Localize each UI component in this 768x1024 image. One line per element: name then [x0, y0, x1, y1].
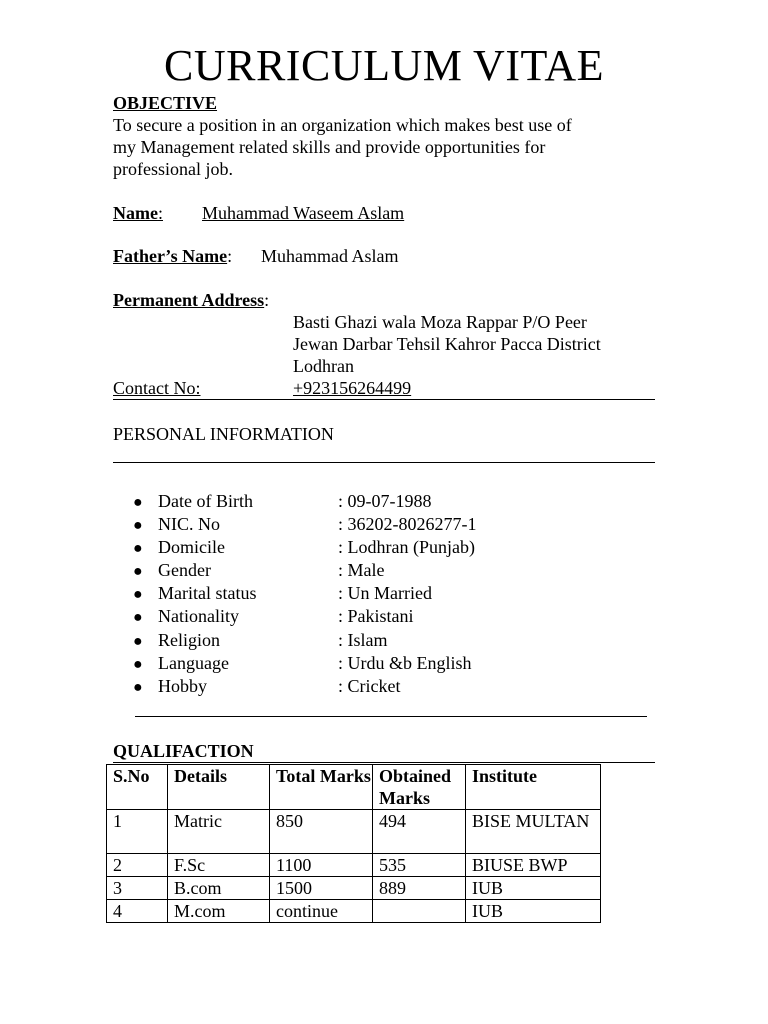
qualification-heading: QUALIFACTION	[113, 741, 254, 761]
father-name-colon: :	[227, 246, 233, 266]
column-header-obtained-marks: Obtained Marks	[373, 765, 466, 810]
divider	[113, 762, 655, 763]
personal-info-item	[133, 559, 143, 583]
table-cell: Matric	[168, 810, 270, 854]
personal-info-item	[133, 675, 143, 699]
address-line: Basti Ghazi wala Moza Rappar P/O Peer	[293, 312, 587, 332]
bullet-icon: ●	[133, 656, 143, 673]
marital-status-label: Marital status	[158, 583, 257, 603]
table-cell: M.com	[168, 900, 270, 923]
domicile-label: Domicile	[158, 537, 225, 557]
bullet-icon: ●	[133, 563, 143, 580]
table-cell: BIUSE BWP	[466, 854, 601, 877]
personal-info-heading: PERSONAL INFORMATION	[113, 424, 334, 444]
qualification-table	[106, 764, 601, 923]
address-colon: :	[264, 290, 270, 310]
bullet-icon: ●	[133, 494, 143, 511]
table-cell: 535	[373, 854, 466, 877]
bullet-icon: ●	[133, 633, 143, 650]
contact-value: +923156264499	[293, 378, 412, 398]
table-cell: continue	[270, 900, 373, 923]
personal-info-item	[133, 490, 143, 514]
table-cell: 3	[107, 877, 168, 900]
table-cell: IUB	[466, 900, 601, 923]
language-value: : Urdu &b English	[338, 653, 472, 673]
personal-info-item	[133, 629, 143, 653]
marital-status-value: : Un Married	[338, 583, 432, 603]
address-line: Lodhran	[293, 356, 354, 376]
gender-label: Gender	[158, 560, 211, 580]
table-row	[107, 810, 601, 854]
dob-value: : 09-07-1988	[338, 491, 432, 511]
personal-info-item	[133, 536, 143, 560]
divider	[113, 399, 655, 400]
objective-heading: OBJECTIVE	[113, 93, 218, 113]
table-cell: F.Sc	[168, 854, 270, 877]
personal-info-item	[133, 513, 143, 537]
column-header-total-marks: Total Marks	[270, 765, 373, 810]
nic-value: : 36202-8026277-1	[338, 514, 477, 534]
table-cell: 1100	[270, 854, 373, 877]
language-label: Language	[158, 653, 229, 673]
address-row	[113, 289, 269, 311]
address-line: Jewan Darbar Tehsil Kahror Pacca District	[293, 334, 601, 354]
table-cell: 850	[270, 810, 373, 854]
table-cell	[373, 900, 466, 923]
divider	[135, 716, 647, 717]
objective-line: professional job.	[113, 159, 233, 179]
table-cell: BISE MULTAN	[466, 810, 601, 854]
table-cell: 2	[107, 854, 168, 877]
table-row	[107, 877, 601, 900]
father-name-row	[113, 245, 232, 267]
table-header-row	[107, 765, 601, 810]
divider	[113, 462, 655, 463]
bullet-icon: ●	[133, 517, 143, 534]
father-name-value: Muhammad Aslam	[261, 246, 399, 266]
name-label: Name	[113, 203, 158, 223]
table-cell: 1	[107, 810, 168, 854]
father-name-label: Father’s Name	[113, 246, 228, 266]
table-cell: B.com	[168, 877, 270, 900]
name-row	[113, 202, 163, 224]
nationality-label: Nationality	[158, 606, 239, 626]
column-header-institute: Institute	[466, 765, 601, 810]
objective-line: my Management related skills and provide opportunities for	[113, 137, 546, 157]
religion-label: Religion	[158, 630, 220, 650]
column-header-details: Details	[168, 765, 270, 810]
name-value: Muhammad Waseem Aslam	[202, 203, 405, 223]
hobby-label: Hobby	[158, 676, 207, 696]
name-colon: :	[157, 203, 163, 223]
personal-info-item	[133, 582, 143, 606]
table-row	[107, 854, 601, 877]
contact-label: Contact No:	[113, 378, 201, 398]
nationality-value: : Pakistani	[338, 606, 414, 626]
objective-line: To secure a position in an organization which makes best use of	[113, 115, 572, 135]
table-cell: 4	[107, 900, 168, 923]
bullet-icon: ●	[133, 586, 143, 603]
document-title: CURRICULUM VITAE	[163, 41, 604, 90]
table-cell: IUB	[466, 877, 601, 900]
domicile-value: : Lodhran (Punjab)	[338, 537, 475, 557]
bullet-icon: ●	[133, 609, 143, 626]
nic-label: NIC. No	[158, 514, 220, 534]
column-header-sno: S.No	[107, 765, 168, 810]
bullet-icon: ●	[133, 540, 143, 557]
hobby-value: : Cricket	[338, 676, 401, 696]
bullet-icon: ●	[133, 679, 143, 696]
personal-info-item	[133, 605, 143, 629]
table-cell: 1500	[270, 877, 373, 900]
dob-label: Date of Birth	[158, 491, 253, 511]
address-label: Permanent Address	[113, 290, 265, 310]
table-cell: 889	[373, 877, 466, 900]
gender-value: : Male	[338, 560, 385, 580]
table-row	[107, 900, 601, 923]
personal-info-item	[133, 652, 143, 676]
religion-value: : Islam	[338, 630, 388, 650]
table-cell: 494	[373, 810, 466, 854]
